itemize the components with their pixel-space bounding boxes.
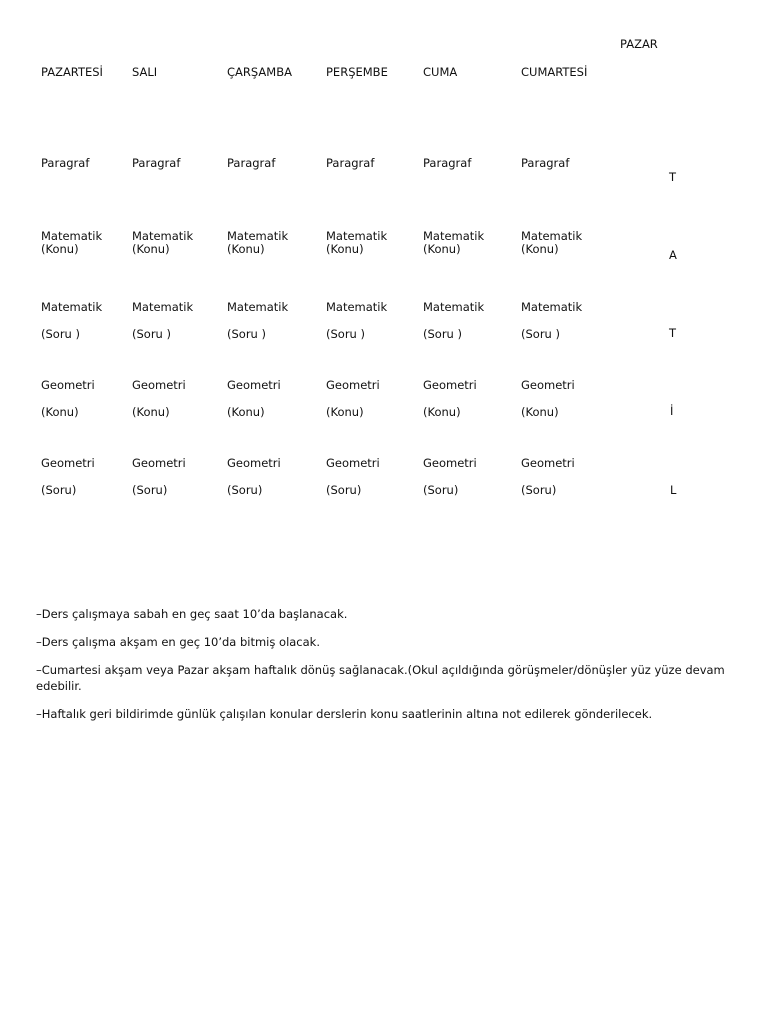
- header-cumartesi: CUMARTESİ: [521, 65, 588, 79]
- sunday-letter: T: [669, 170, 677, 184]
- cell-geometri-konu-detail: (Konu): [326, 405, 364, 419]
- subject-label: Matematik: [227, 229, 289, 243]
- cell-geometri-soru-detail: (Soru): [521, 483, 557, 497]
- cell-geometri-konu-label: Geometri: [423, 378, 477, 392]
- cell-geometri-konu-detail: (Konu): [41, 405, 79, 419]
- cell-geometri-konu-label: Geometri: [521, 378, 575, 392]
- cell-matematik-soru-label: Matematik: [227, 300, 289, 314]
- subject-detail: (Konu): [423, 242, 461, 257]
- subject-detail: (Konu): [227, 242, 265, 257]
- sunday-letter: İ: [670, 404, 674, 418]
- cell-geometri-konu-label: Geometri: [41, 378, 95, 392]
- subject-detail: (Konu): [41, 242, 79, 257]
- cell-paragraf: Paragraf: [423, 156, 472, 170]
- cell-matematik-konu: [423, 230, 484, 256]
- header-pazartesi: PAZARTESİ: [41, 65, 103, 79]
- subject-detail: (Konu): [132, 242, 170, 257]
- cell-geometri-konu-label: Geometri: [227, 378, 281, 392]
- notes-section: [36, 606, 726, 734]
- note-weekly-feedback: –Haftalık geri bildirimde günlük çalışılan konular derslerin konu saatlerinin altına not edilerek gönderilecek.: [36, 707, 653, 722]
- cell-paragraf: Paragraf: [132, 156, 181, 170]
- sunday-letter: A: [669, 248, 677, 262]
- cell-matematik-soru-label: Matematik: [423, 300, 485, 314]
- subject-label: Matematik: [326, 229, 388, 243]
- cell-geometri-soru-label: Geometri: [132, 456, 186, 470]
- note-weekly-return: –Cumartesi akşam veya Pazar akşam haftalık dönüş sağlanacak.(Okul açıldığında görüşmeler/dönüşler yüz yüze devam edebilir.: [36, 663, 725, 694]
- header-persembe: PERŞEMBE: [326, 65, 388, 79]
- header-sali: SALI: [132, 65, 158, 79]
- cell-matematik-soru-detail: (Soru ): [227, 327, 266, 341]
- header-pazar: PAZAR: [620, 37, 658, 51]
- subject-label: Matematik: [41, 229, 103, 243]
- cell-paragraf: Paragraf: [521, 156, 570, 170]
- cell-matematik-konu: [132, 230, 193, 256]
- cell-matematik-soru-label: Matematik: [326, 300, 388, 314]
- cell-geometri-konu-detail: (Konu): [521, 405, 559, 419]
- note-end-time: –Ders çalışma akşam en geç 10’da bitmiş olacak.: [36, 635, 320, 650]
- cell-matematik-soru-detail: (Soru ): [41, 327, 80, 341]
- cell-geometri-soru-label: Geometri: [227, 456, 281, 470]
- cell-geometri-soru-label: Geometri: [521, 456, 575, 470]
- cell-geometri-soru-detail: (Soru): [227, 483, 263, 497]
- cell-matematik-soru-label: Matematik: [132, 300, 194, 314]
- cell-matematik-soru-label: Matematik: [41, 300, 103, 314]
- cell-geometri-soru-label: Geometri: [326, 456, 380, 470]
- cell-geometri-soru-detail: (Soru): [423, 483, 459, 497]
- cell-geometri-konu-detail: (Konu): [227, 405, 265, 419]
- subject-detail: (Konu): [326, 242, 364, 257]
- cell-geometri-konu-label: Geometri: [326, 378, 380, 392]
- header-cuma: CUMA: [423, 65, 458, 79]
- cell-geometri-soru-detail: (Soru): [326, 483, 362, 497]
- cell-geometri-konu-label: Geometri: [132, 378, 186, 392]
- cell-matematik-konu: [227, 230, 288, 256]
- cell-matematik-soru-label: Matematik: [521, 300, 583, 314]
- subject-label: Matematik: [521, 229, 583, 243]
- cell-geometri-soru-detail: (Soru): [41, 483, 77, 497]
- cell-matematik-soru-detail: (Soru ): [423, 327, 462, 341]
- cell-matematik-konu: [521, 230, 582, 256]
- cell-matematik-konu: [41, 230, 102, 256]
- subject-label: Matematik: [132, 229, 194, 243]
- cell-matematik-soru-detail: (Soru ): [521, 327, 560, 341]
- sunday-letter: T: [669, 326, 677, 340]
- cell-paragraf: Paragraf: [41, 156, 90, 170]
- cell-geometri-konu-detail: (Konu): [132, 405, 170, 419]
- subject-detail: (Konu): [521, 242, 559, 257]
- subject-label: Matematik: [423, 229, 485, 243]
- note-start-time: –Ders çalışmaya sabah en geç saat 10’da başlanacak.: [36, 607, 348, 621]
- cell-paragraf: Paragraf: [326, 156, 375, 170]
- header-carsamba: ÇARŞAMBA: [227, 65, 292, 79]
- cell-geometri-konu-detail: (Konu): [423, 405, 461, 419]
- sunday-letter: L: [670, 483, 677, 497]
- cell-matematik-soru-detail: (Soru ): [326, 327, 365, 341]
- cell-matematik-konu: [326, 230, 387, 256]
- cell-geometri-soru-label: Geometri: [423, 456, 477, 470]
- cell-geometri-soru-detail: (Soru): [132, 483, 168, 497]
- cell-geometri-soru-label: Geometri: [41, 456, 95, 470]
- cell-paragraf: Paragraf: [227, 156, 276, 170]
- cell-matematik-soru-detail: (Soru ): [132, 327, 171, 341]
